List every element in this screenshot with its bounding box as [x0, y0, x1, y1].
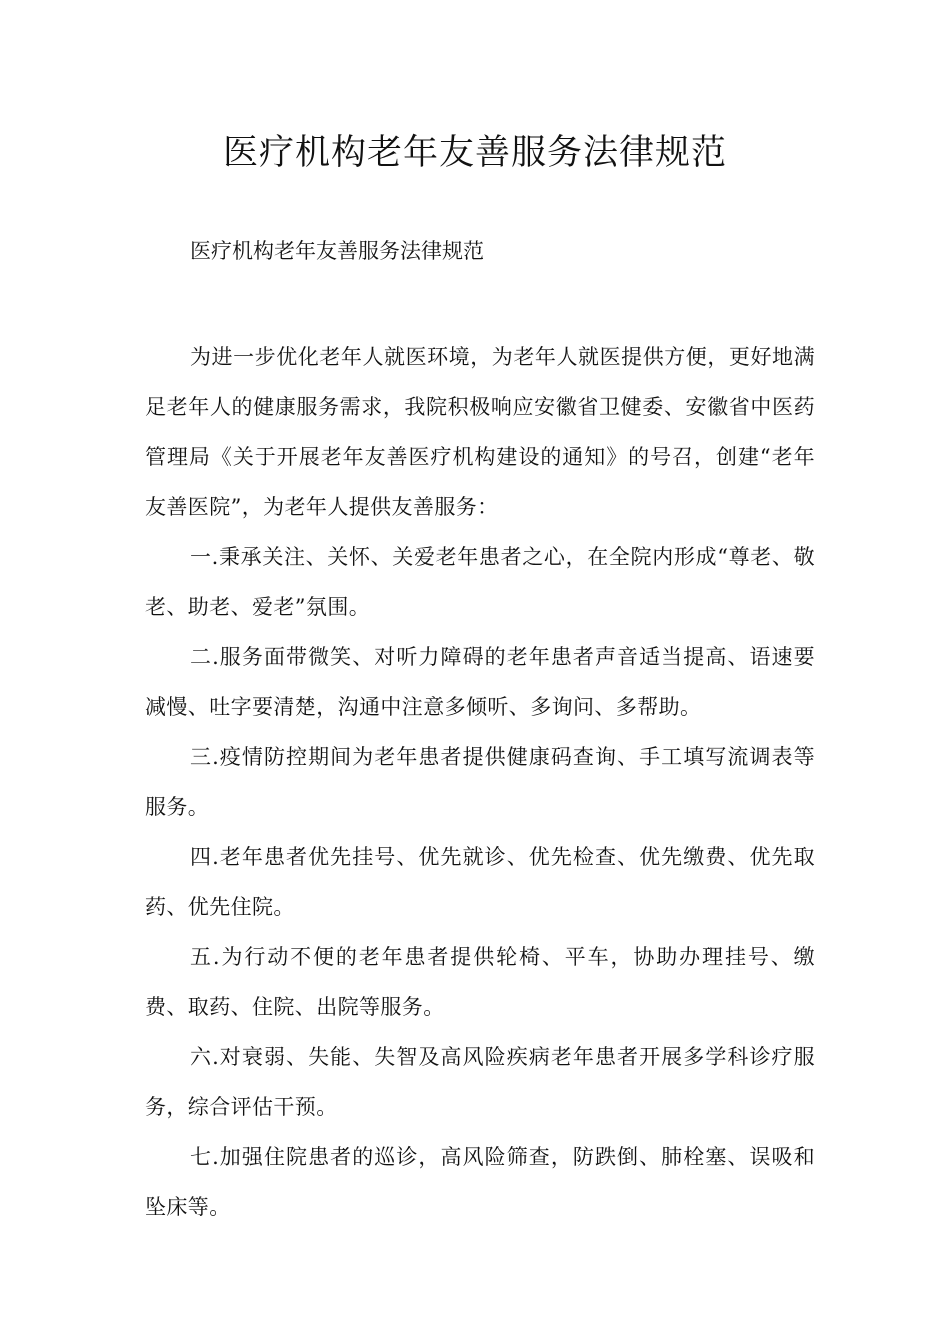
document-body	[145, 332, 815, 1232]
list-item-2: 二.服务面带微笑、对听力障碍的老年患者声音适当提高、语速要减慢、吐字要清楚，沟通中注意多倾听、多询问、多帮助。	[145, 645, 815, 719]
list-item-7: 七.加强住院患者的巡诊，高风险筛查，防跌倒、肺栓塞、误吸和坠床等。	[145, 1145, 815, 1219]
list-item-5: 五.为行动不便的老年患者提供轮椅、平车，协助办理挂号、缴费、取药、住院、出院等服务。	[145, 945, 815, 1019]
list-item-4: 四.老年患者优先挂号、优先就诊、优先检查、优先缴费、优先取药、优先住院。	[145, 845, 815, 919]
intro-paragraph: 为进一步优化老年人就医环境，为老年人就医提供方便，更好地满足老年人的健康服务需求，我院积极响应安徽省卫健委、安徽省中医药管理局《关于开展老年友善医疗机构建设的通知》的号召，创建“老年友善医院”，为老年人提供友善服务：	[145, 345, 815, 519]
list-item-3: 三.疫情防控期间为老年患者提供健康码查询、手工填写流调表等服务。	[145, 745, 815, 819]
document-title: 医疗机构老年友善服务法律规范	[222, 133, 727, 173]
document-subtitle: 医疗机构老年友善服务法律规范	[190, 239, 484, 263]
list-item-1: 一.秉承关注、关怀、关爱老年患者之心，在全院内形成“尊老、敬老、助老、爱老”氛围。	[145, 545, 815, 619]
list-item-6: 六.对衰弱、失能、失智及高风险疾病老年患者开展多学科诊疗服务，综合评估干预。	[145, 1045, 815, 1119]
